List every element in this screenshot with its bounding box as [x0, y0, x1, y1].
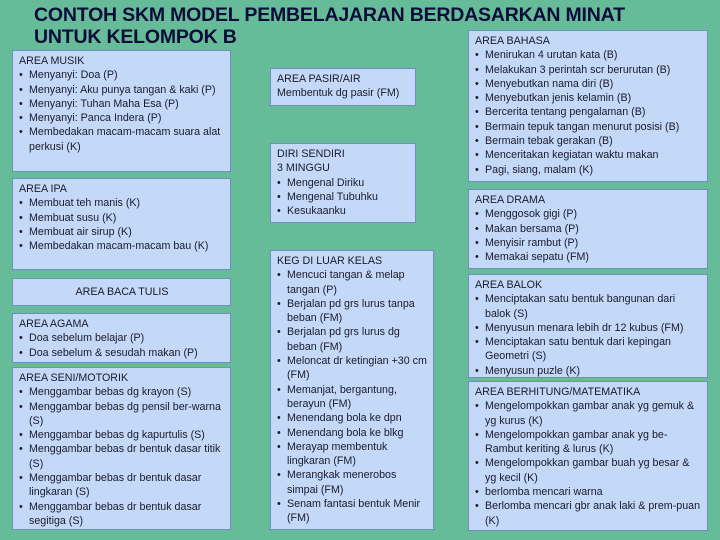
- area-drama-heading: AREA DRAMA: [475, 194, 546, 206]
- area-bahasa-box: [468, 30, 708, 182]
- list-item: • Menyusun menara lebih dr 12 kubus (FM): [475, 321, 702, 335]
- area-matematika-box: [468, 381, 708, 531]
- diri-sendiri-duration: 3 MINGGU: [277, 162, 330, 175]
- area-pasir-heading: AREA PASIR/AIR: [277, 73, 361, 85]
- title-line-1: CONTOH SKM MODEL PEMBELAJARAN BERDASARKAN MINAT: [34, 4, 625, 26]
- list-item: • Mengelompokkan gambar anak yg gemuk & yg kurus (K): [475, 399, 702, 428]
- list-item: • Mengelompokkan gambar buah yg besar & yg kecil (K): [475, 456, 702, 485]
- list-item: • Menceritakan kegiatan waktu makan: [475, 148, 702, 162]
- list-item: • Membuat susu (K): [19, 211, 225, 225]
- keg-luar-kelas-box: [270, 250, 434, 530]
- area-baca-tulis-heading: AREA BACA TULIS: [75, 286, 169, 298]
- list-item: • Mencuci tangan & melap tangan (P): [277, 268, 428, 297]
- list-item: • Berlomba mencari gbr anak laki & prem-puan (K): [475, 499, 702, 528]
- list-item: • Berjalan pd grs lurus dg beban (FM): [277, 325, 428, 354]
- list-item: • Menggambar bebas dg pensil ber-warna (S): [19, 400, 225, 429]
- list-item: • Menyanyi: Aku punya tangan & kaki (P): [19, 83, 225, 97]
- list-item: • Bermain tebak gerakan (B): [475, 134, 702, 148]
- area-seni-heading: AREA SENI/MOTORIK: [19, 372, 129, 384]
- list-item: • Menyebutkan jenis kelamin (B): [475, 91, 702, 105]
- list-item: • Menggosok gigi (P): [475, 207, 702, 221]
- list-item: • Pagi, siang, malam (K): [475, 163, 702, 177]
- list-item: • Mengelompokkan gambar anak yg be-Rambut keriting & lurus (K): [475, 428, 702, 457]
- list-item: • Menyusun puzle (K): [475, 364, 702, 378]
- list-item: • Menggambar bebas dg kapurtulis (S): [19, 428, 225, 442]
- list-item: • Membedakan macam-macam bau (K): [19, 239, 225, 253]
- list-item: • berlomba mencari warna: [475, 485, 702, 499]
- list-item: • Merangkak menerobos simpai (FM): [277, 468, 428, 497]
- area-seni-box: [12, 367, 231, 530]
- list-item: • Menggambar bebas dr bentuk dasar titik (S): [19, 442, 225, 471]
- list-item: • Menggambar bebas dr bentuk dasar lingkaran (S): [19, 471, 225, 500]
- list-item: • Membuat teh manis (K): [19, 196, 225, 210]
- list-item: • Menirukan 4 urutan kata (B): [475, 48, 702, 62]
- area-musik-heading: AREA MUSIK: [19, 55, 85, 67]
- list-item: • Bermain tepuk tangan menurut posisi (B): [475, 120, 702, 134]
- area-bahasa-heading: AREA BAHASA: [475, 35, 550, 47]
- area-ipa-box: [12, 178, 231, 270]
- list-item: • Menggambar bebas dr bentuk dasar segitiga (S): [19, 500, 225, 529]
- list-item: • Menyanyi: Panca Indera (P): [19, 111, 225, 125]
- list-item: • Menyisir rambut (P): [475, 236, 702, 250]
- list-item: • Bercerita tentang pengalaman (B): [475, 105, 702, 119]
- title-line-2: UNTUK KELOMPOK B: [34, 26, 237, 48]
- area-agama-heading: AREA AGAMA: [19, 318, 89, 330]
- list-item: • Menyanyi: Doa (P): [19, 68, 225, 82]
- list-item: • Menciptakan satu bentuk dari kepingan Geometri (S): [475, 335, 702, 364]
- list-item: • Merayap membentuk lingkaran (FM): [277, 440, 428, 469]
- area-drama-box: [468, 189, 708, 269]
- diri-sendiri-heading: DIRI SENDIRI: [277, 148, 345, 160]
- list-item: • Doa sebelum belajar (P): [19, 331, 225, 345]
- area-pasir-box: [270, 68, 416, 106]
- list-item: • Menendang bola ke dpn: [277, 411, 428, 425]
- list-item: • Doa sebelum & sesudah makan (P): [19, 346, 225, 360]
- list-item: • Mengenal Tubuhku: [277, 190, 410, 204]
- list-item: • Menggambar bebas dg krayon (S): [19, 385, 225, 399]
- area-ipa-heading: AREA IPA: [19, 183, 67, 195]
- area-matematika-heading: AREA BERHITUNG/MATEMATIKA: [475, 386, 641, 398]
- keg-luar-kelas-heading: KEG DI LUAR KELAS: [277, 255, 383, 267]
- list-item: • Meloncat dr ketingian +30 cm (FM): [277, 354, 428, 383]
- list-item: • Kesukaanku: [277, 204, 410, 218]
- list-item: • Menyebutkan nama diri (B): [475, 77, 702, 91]
- area-balok-box: [468, 274, 708, 378]
- area-pasir-line: Membentuk dg pasir (FM): [277, 87, 400, 100]
- list-item: • Menyanyi: Tuhan Maha Esa (P): [19, 97, 225, 111]
- list-item: • Berjalan pd grs lurus tanpa beban (FM): [277, 297, 428, 326]
- list-item: • Mengenal Diriku: [277, 176, 410, 190]
- diri-sendiri-box: [270, 143, 416, 223]
- area-baca-tulis-box: [12, 278, 231, 306]
- area-musik-box: [12, 50, 231, 172]
- list-item: • Membuat air sirup (K): [19, 225, 225, 239]
- area-agama-box: [12, 313, 231, 363]
- list-item: • Makan bersama (P): [475, 222, 702, 236]
- list-item: • Memanjat, bergantung, berayun (FM): [277, 383, 428, 412]
- list-item: • Melakukan 3 perintah scr berurutan (B): [475, 63, 702, 77]
- list-item: • Membedakan macam-macam suara alat perkusi (K): [19, 125, 225, 154]
- list-item: • Senam fantasi bentuk Menir (FM): [277, 497, 428, 526]
- list-item: • Memakai sepatu (FM): [475, 250, 702, 264]
- list-item: • Menendang bola ke blkg: [277, 426, 428, 440]
- list-item: • Menciptakan satu bentuk bangunan dari balok (S): [475, 292, 702, 321]
- area-balok-heading: AREA BALOK: [475, 279, 543, 291]
